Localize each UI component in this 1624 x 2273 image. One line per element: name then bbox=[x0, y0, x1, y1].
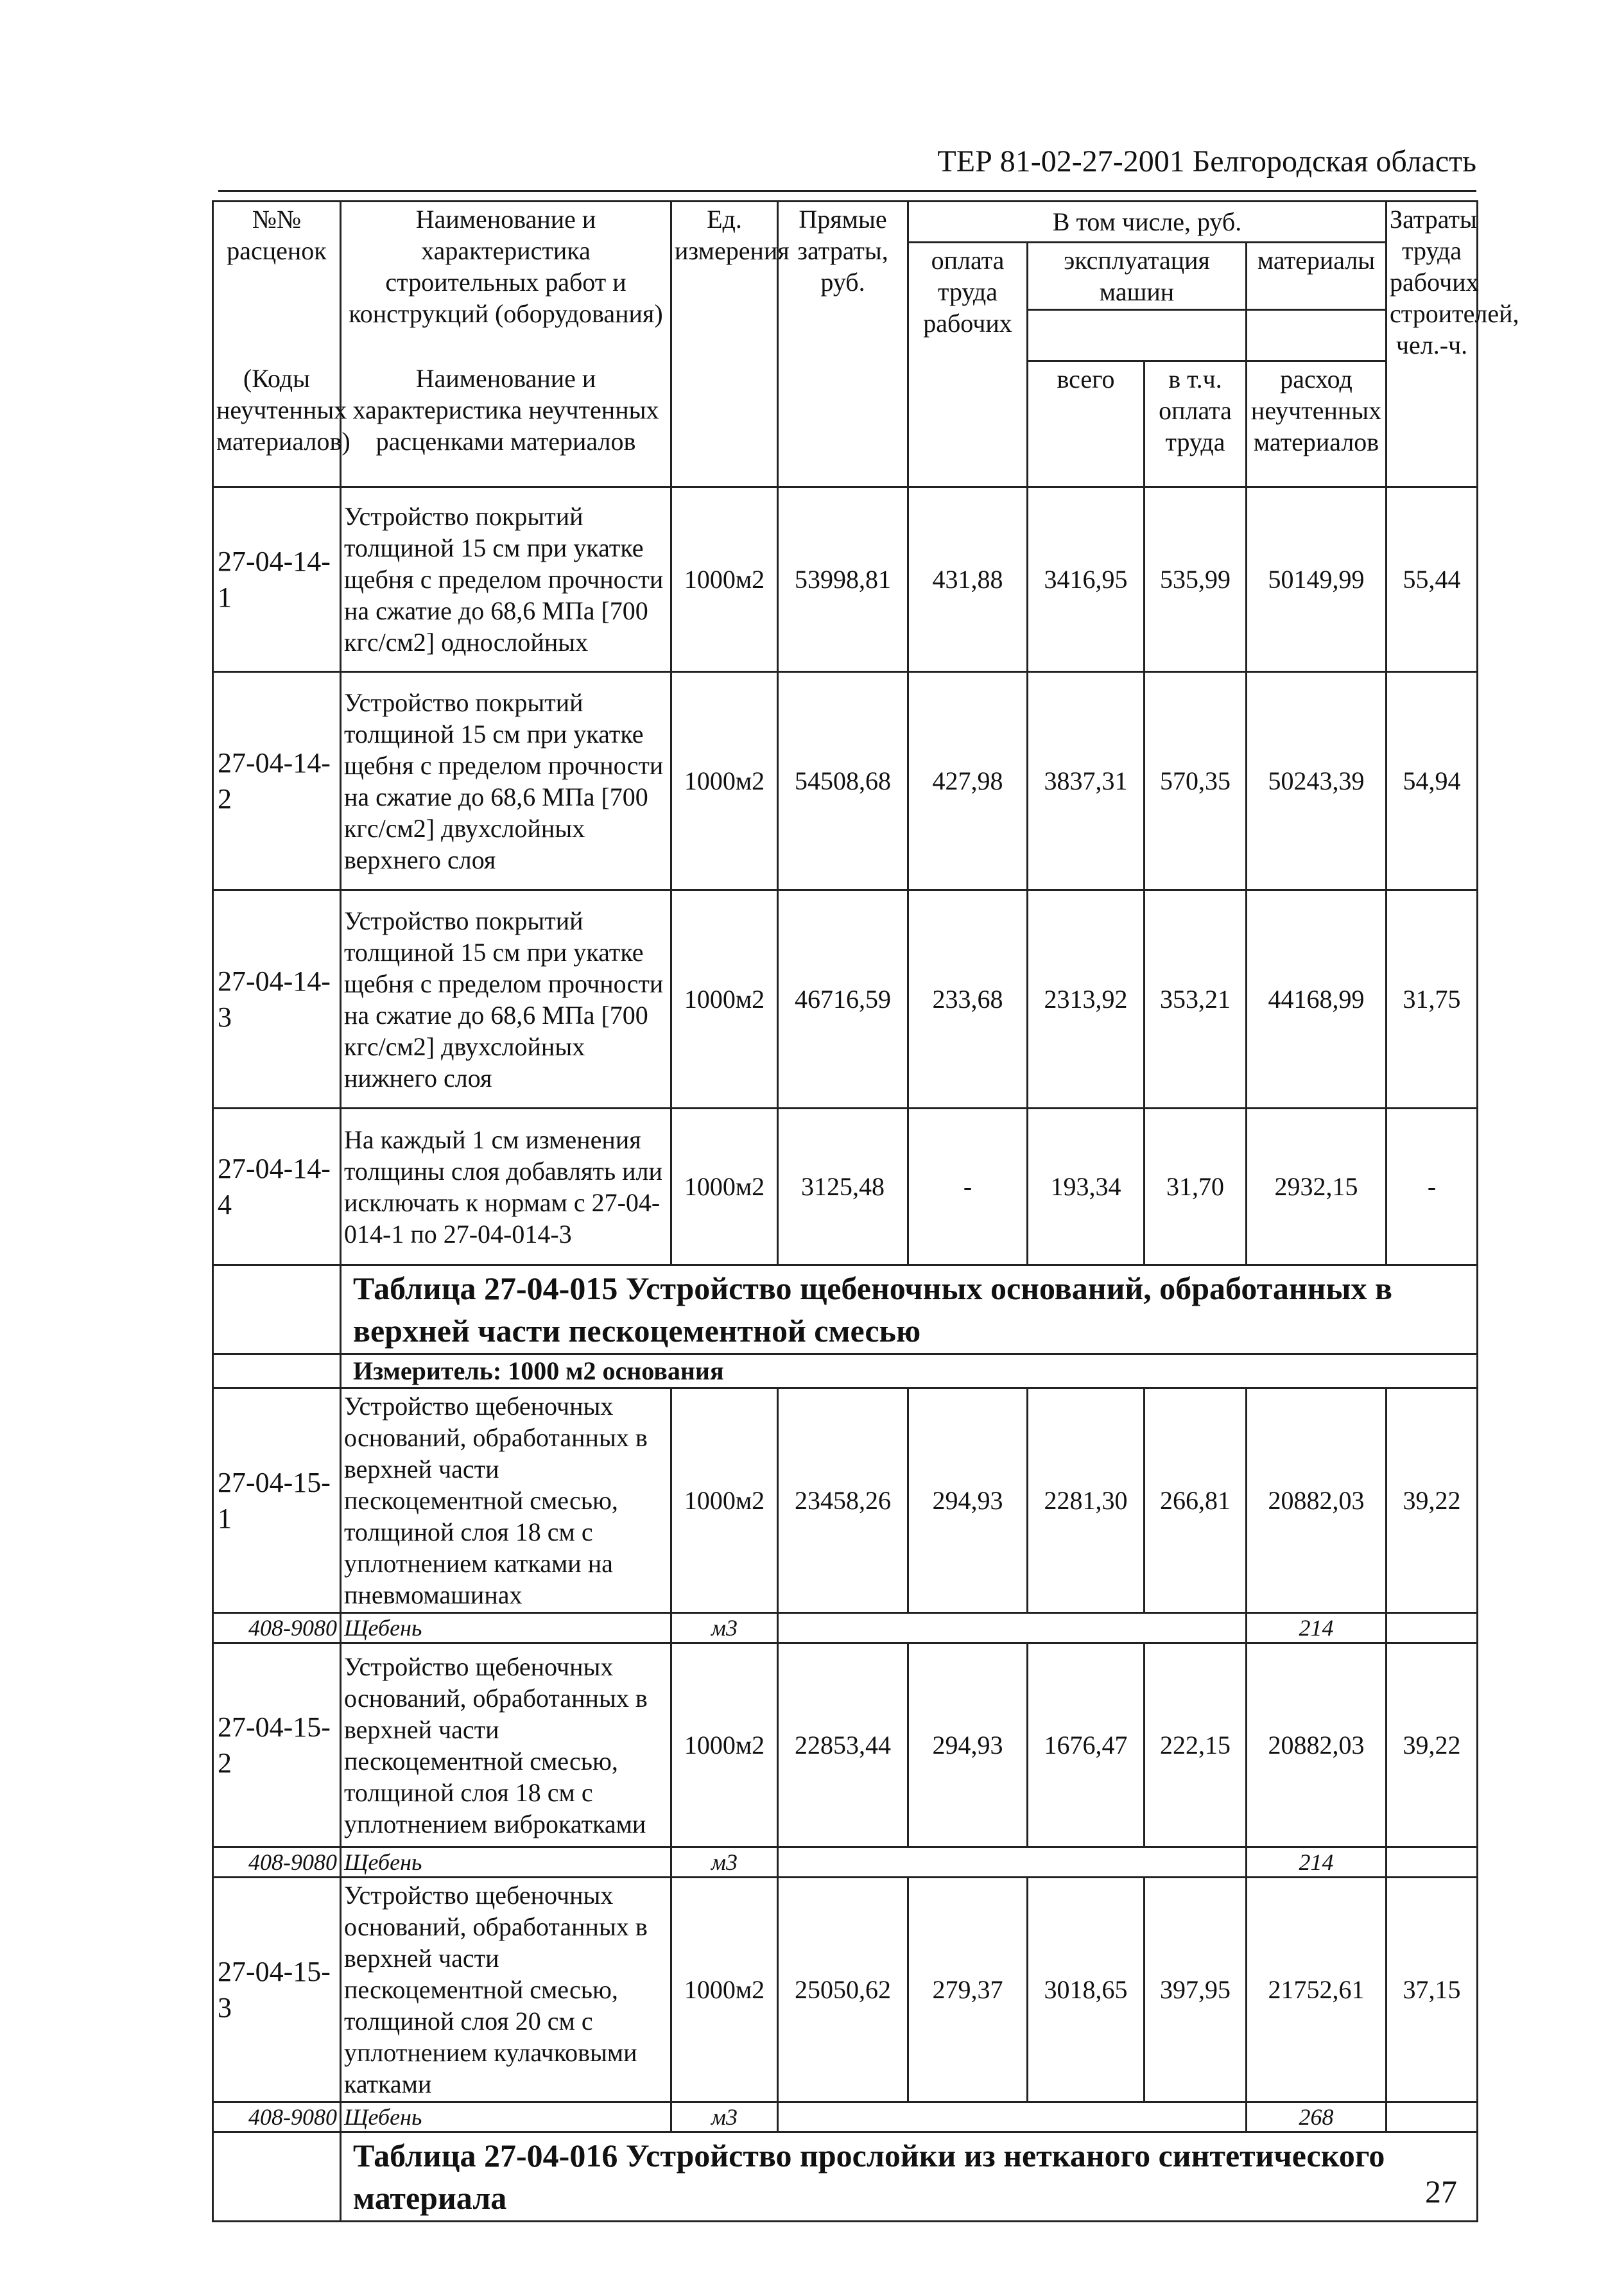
material-row bbox=[213, 1847, 1478, 1878]
row-labor: 39,22 bbox=[1386, 1643, 1478, 1847]
col-machines-header: эксплуатация машин bbox=[1028, 243, 1247, 310]
row-mach-pay: 266,81 bbox=[1145, 1388, 1247, 1613]
row-unit: 1000м2 bbox=[671, 1878, 778, 2102]
document-header bbox=[218, 143, 1476, 192]
col-unit-header: Ед. измерения bbox=[671, 202, 778, 487]
material-blank bbox=[1386, 1613, 1478, 1643]
col-code-header: №№ расценок bbox=[213, 202, 341, 361]
price-table bbox=[212, 200, 1519, 2222]
col-mat-cons-header: расход неучтенных материалов bbox=[1247, 361, 1386, 487]
table-row bbox=[213, 1388, 1478, 1613]
row-pay: 233,68 bbox=[908, 890, 1028, 1109]
col-total-header: всего bbox=[1028, 361, 1145, 487]
document-title: ТЕР 81-02-27-2001 Белгородская область bbox=[937, 144, 1476, 178]
row-mach: 3018,65 bbox=[1028, 1878, 1145, 2102]
section-meter: Измеритель: 1000 м2 основания bbox=[341, 1354, 1478, 1388]
row-name: Устройство покрытий толщиной 15 см при укатке щебня с пределом прочности на сжатие до 68,6 МПа [700 кгс/см2] двухслойных верхнего слоя bbox=[341, 672, 671, 890]
page-number: 27 bbox=[1425, 2174, 1457, 2209]
row-mat: 44168,99 bbox=[1247, 890, 1386, 1109]
table-row bbox=[213, 672, 1478, 890]
row-unit: 1000м2 bbox=[671, 1388, 778, 1613]
row-mach-pay: 31,70 bbox=[1145, 1109, 1247, 1265]
material-blank bbox=[1386, 1847, 1478, 1878]
col-machines-blank bbox=[1028, 310, 1247, 361]
row-mach: 3837,31 bbox=[1028, 672, 1145, 890]
row-mach: 3416,95 bbox=[1028, 487, 1145, 672]
table-row bbox=[213, 1109, 1478, 1265]
row-labor: 39,22 bbox=[1386, 1388, 1478, 1613]
col-incl-pay-header: в т.ч. оплата труда bbox=[1145, 361, 1247, 487]
row-pay: 427,98 bbox=[908, 672, 1028, 890]
col-name-header: Наименование и характеристика строительных работ и конструкций (оборудования) bbox=[341, 202, 671, 361]
row-code: 27-04-14-3 bbox=[213, 890, 341, 1109]
section-title: Таблица 27-04-015 Устройство щебеночных оснований, обработанных в верхней части пескоцементной смесью bbox=[341, 1265, 1478, 1354]
material-qty: 214 bbox=[1247, 1613, 1386, 1643]
section-blank bbox=[213, 2132, 341, 2222]
row-mach: 2281,30 bbox=[1028, 1388, 1145, 1613]
row-name: На каждый 1 см изменения толщины слоя добавлять или исключать к нормам с 27-04-014-1 по 27-04-014-3 bbox=[341, 1109, 671, 1265]
row-labor: 54,94 bbox=[1386, 672, 1478, 890]
row-unit: 1000м2 bbox=[671, 1643, 778, 1847]
row-labor: - bbox=[1386, 1109, 1478, 1265]
col-code-alt-header: (Коды неучтенных материалов) bbox=[213, 361, 341, 487]
material-name: Щебень bbox=[341, 1847, 671, 1878]
material-qty: 214 bbox=[1247, 1847, 1386, 1878]
col-materials-blank bbox=[1247, 310, 1386, 361]
material-code: 408-9080 bbox=[213, 1847, 341, 1878]
col-direct-header: Прямые затраты, руб. bbox=[778, 202, 908, 487]
row-mat: 20882,03 bbox=[1247, 1388, 1386, 1613]
row-direct: 54508,68 bbox=[778, 672, 908, 890]
row-unit: 1000м2 bbox=[671, 672, 778, 890]
table-body bbox=[213, 487, 1478, 2222]
material-unit: м3 bbox=[671, 1613, 778, 1643]
table-header bbox=[213, 202, 1519, 487]
material-code: 408-9080 bbox=[213, 2102, 341, 2132]
row-mat: 20882,03 bbox=[1247, 1643, 1386, 1847]
material-unit: м3 bbox=[671, 1847, 778, 1878]
row-direct: 46716,59 bbox=[778, 890, 908, 1109]
row-direct: 22853,44 bbox=[778, 1643, 908, 1847]
row-mach-pay: 397,95 bbox=[1145, 1878, 1247, 2102]
row-code: 27-04-14-1 bbox=[213, 487, 341, 672]
material-row bbox=[213, 1613, 1478, 1643]
material-blank bbox=[1386, 2102, 1478, 2132]
section-meter-row bbox=[213, 1354, 1478, 1388]
material-unit: м3 bbox=[671, 2102, 778, 2132]
row-labor: 31,75 bbox=[1386, 890, 1478, 1109]
row-labor: 37,15 bbox=[1386, 1878, 1478, 2102]
row-mach-pay: 570,35 bbox=[1145, 672, 1247, 890]
row-name: Устройство щебеночных оснований, обработанных в верхней части пескоцементной смесью, толщиной слоя 18 см с уплотнением виброкатками bbox=[341, 1643, 671, 1847]
row-mach: 2313,92 bbox=[1028, 890, 1145, 1109]
row-mach-pay: 535,99 bbox=[1145, 487, 1247, 672]
row-direct: 25050,62 bbox=[778, 1878, 908, 2102]
row-unit: 1000м2 bbox=[671, 1109, 778, 1265]
section-title-row bbox=[213, 2132, 1478, 2222]
col-name-alt-header: Наименование и характеристика неучтенных расценками материалов bbox=[341, 361, 671, 487]
row-pay: 279,37 bbox=[908, 1878, 1028, 2102]
row-mach-pay: 353,21 bbox=[1145, 890, 1247, 1109]
row-mach: 1676,47 bbox=[1028, 1643, 1145, 1847]
row-mach-pay: 222,15 bbox=[1145, 1643, 1247, 1847]
row-mat: 50243,39 bbox=[1247, 672, 1386, 890]
col-labor-header: Затраты труда рабочих строителей, чел.-ч. bbox=[1386, 202, 1478, 487]
table-row bbox=[213, 1878, 1478, 2102]
row-name: Устройство покрытий толщиной 15 см при укатке щебня с пределом прочности на сжатие до 68,6 МПа [700 кгс/см2] однослойных bbox=[341, 487, 671, 672]
material-blank bbox=[778, 2102, 1247, 2132]
material-blank bbox=[778, 1613, 1247, 1643]
col-incl-header: В том числе, руб. bbox=[908, 202, 1386, 243]
table-row bbox=[213, 890, 1478, 1109]
row-name: Устройство щебеночных оснований, обработанных в верхней части пескоцементной смесью, толщиной слоя 20 см с уплотнением кулачковыми катками bbox=[341, 1878, 671, 2102]
row-labor: 55,44 bbox=[1386, 487, 1478, 672]
row-name: Устройство щебеночных оснований, обработанных в верхней части пескоцементной смесью, толщиной слоя 18 см с уплотнением катками на пневмомашинах bbox=[341, 1388, 671, 1613]
row-code: 27-04-15-3 bbox=[213, 1878, 341, 2102]
row-pay: 431,88 bbox=[908, 487, 1028, 672]
row-mat: 50149,99 bbox=[1247, 487, 1386, 672]
material-name: Щебень bbox=[341, 1613, 671, 1643]
row-name: Устройство покрытий толщиной 15 см при укатке щебня с пределом прочности на сжатие до 68,6 МПа [700 кгс/см2] двухслойных нижнего слоя bbox=[341, 890, 671, 1109]
row-mat: 21752,61 bbox=[1247, 1878, 1386, 2102]
section-blank bbox=[213, 1354, 341, 1388]
row-unit: 1000м2 bbox=[671, 487, 778, 672]
row-pay: - bbox=[908, 1109, 1028, 1265]
col-pay-header: оплата труда рабочих bbox=[908, 243, 1028, 487]
row-code: 27-04-15-1 bbox=[213, 1388, 341, 1613]
section-title-row bbox=[213, 1265, 1478, 1354]
row-code: 27-04-14-2 bbox=[213, 672, 341, 890]
material-blank bbox=[778, 1847, 1247, 1878]
section-blank bbox=[213, 1265, 341, 1354]
row-pay: 294,93 bbox=[908, 1643, 1028, 1847]
row-direct: 3125,48 bbox=[778, 1109, 908, 1265]
material-qty: 268 bbox=[1247, 2102, 1386, 2132]
row-direct: 53998,81 bbox=[778, 487, 908, 672]
table-row bbox=[213, 1643, 1478, 1847]
row-mat: 2932,15 bbox=[1247, 1109, 1386, 1265]
row-direct: 23458,26 bbox=[778, 1388, 908, 1613]
material-name: Щебень bbox=[341, 2102, 671, 2132]
row-unit: 1000м2 bbox=[671, 890, 778, 1109]
row-mach: 193,34 bbox=[1028, 1109, 1145, 1265]
row-code: 27-04-14-4 bbox=[213, 1109, 341, 1265]
material-row bbox=[213, 2102, 1478, 2132]
table-row bbox=[213, 487, 1478, 672]
row-code: 27-04-15-2 bbox=[213, 1643, 341, 1847]
row-pay: 294,93 bbox=[908, 1388, 1028, 1613]
section-title: Таблица 27-04-016 Устройство прослойки из нетканого синтетического материала bbox=[341, 2132, 1478, 2222]
col-materials-header: материалы bbox=[1247, 243, 1386, 310]
material-code: 408-9080 bbox=[213, 1613, 341, 1643]
